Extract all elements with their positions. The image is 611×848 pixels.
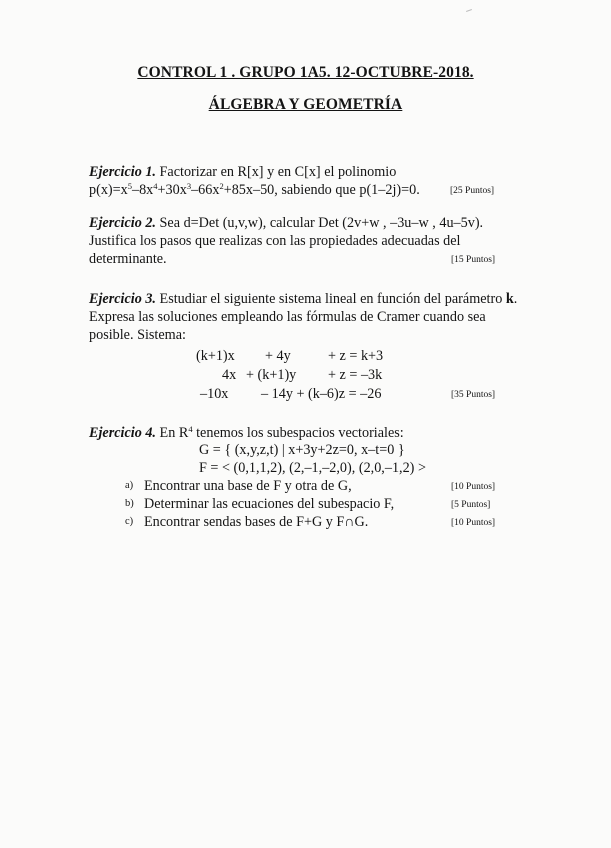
- ex1-label: Ejercicio 1.: [89, 164, 156, 180]
- item-c-text: Encontrar sendas bases de F+G y F∩G.: [144, 514, 369, 530]
- system-term: + (k+1)y: [246, 367, 297, 383]
- subspace-g: G = { (x,y,z,t) | x+3y+2z=0, x–t=0 }: [199, 442, 405, 458]
- system-term: (k+1)x: [196, 348, 235, 364]
- item-c-points: [10 Puntos]: [451, 518, 496, 528]
- system-term: + 4y: [265, 348, 291, 364]
- ex3-line1: Ejercicio 3. Estudiar el siguiente sistema lineal en función del parámetro k.: [89, 291, 518, 307]
- ex2-line3: determinante.: [89, 251, 167, 267]
- ex1-polynomial: $p(x)=x^5-8x^4+30x^3-66x^2+85x-50$, sabiendo que p(1–2j)=0.: [89, 181, 420, 198]
- item-a-text: Encontrar una base de F y otra de G,: [144, 478, 352, 494]
- item-letter: b): [125, 498, 134, 509]
- ex2-label: Ejercicio 2.: [89, 215, 156, 231]
- system-term: –10x: [200, 386, 229, 402]
- item-a-points: [10 Puntos]: [451, 482, 496, 492]
- exam-title: CONTROL 1 . GRUPO 1A5. 12-OCTUBRE-2018.: [137, 64, 474, 81]
- item-letter: a): [125, 480, 134, 491]
- ex2-points: [15 Puntos]: [451, 255, 496, 265]
- ex1-line1: Ejercicio 1. Factorizar en R[x] y en C[x] el polinomio: [89, 164, 397, 180]
- scan-mark: [466, 9, 472, 12]
- item-letter: c): [125, 516, 134, 527]
- ex4-intro: Ejercicio 4. En $R^4$ tenemos los subespacios vectoriales:: [89, 424, 404, 441]
- ex2-line1: Ejercicio 2. Sea d=Det (u,v,w), calcular Det (2v+w , –3u–w , 4u–5v).: [89, 215, 484, 231]
- ex3-line3: posible. Sistema:: [89, 327, 186, 343]
- system-term: 4x: [222, 367, 237, 383]
- ex2-line2: Justifica los pasos que realizas con las propiedades adecuadas del: [89, 233, 461, 249]
- ex3-points: [35 Puntos]: [451, 390, 496, 400]
- system-term: + z = –3k: [328, 367, 383, 383]
- ex3-label: Ejercicio 3.: [89, 291, 156, 307]
- system-term: – 14y + (k–6)z = –26: [261, 386, 382, 402]
- system-term: + z = k+3: [328, 348, 384, 364]
- subspace-f: F = < (0,1,1,2), (2,–1,–2,0), (2,0,–1,2) >: [199, 460, 426, 476]
- ex4-label: Ejercicio 4.: [89, 425, 156, 441]
- exam-subject: ÁLGEBRA Y GEOMETRÍA: [208, 96, 403, 113]
- ex1-points: [25 Puntos]: [450, 186, 495, 196]
- ex3-line2: Expresa las soluciones empleando las fórmulas de Cramer cuando sea: [89, 309, 486, 325]
- item-b-text: Determinar las ecuaciones del subespacio F,: [144, 496, 395, 512]
- item-b-points: [5 Puntos]: [451, 500, 491, 510]
